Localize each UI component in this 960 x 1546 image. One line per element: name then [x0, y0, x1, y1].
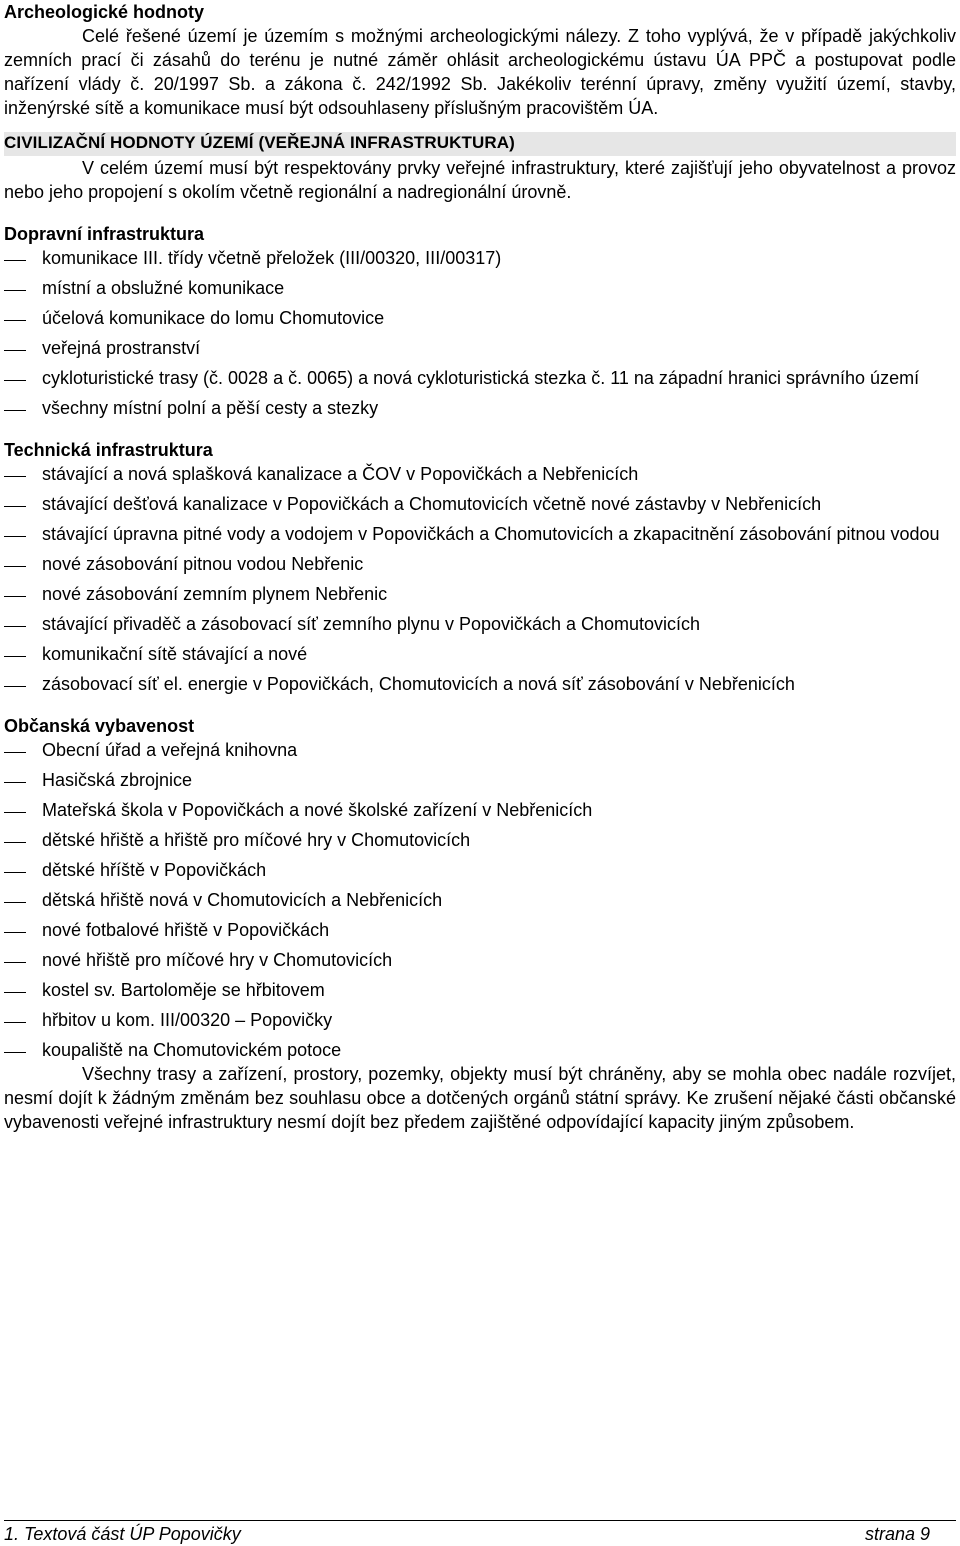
archeology-paragraph: Celé řešené území je územím s možnými archeologickými nálezy. Z toho vyplývá, že v případě jakýchkoliv zemních prací či zásahů do terénu je nutné záměr ohlásit archeologickému ústavu ÚA PPČ a postupovat podle nařízení vlády č. 20/1997 Sb. a zákona č. 242/1992 Sb. Jakékoliv terénní úpravy, změny využití území, stavby, inženýrské sítě a komunikace musí být odsouhlaseny příslušným pracovištěm ÚA.	[4, 26, 956, 118]
list-item: všechny místní polní a pěší cesty a stezky	[4, 396, 956, 420]
list-item: veřejná prostranství	[4, 336, 956, 360]
list-item: komunikační sítě stávající a nové	[4, 642, 956, 666]
civilization-paragraph: V celém území musí být respektovány prvky veřejné infrastruktury, které zajišťují jeho obyvatelnost a provoz nebo jeho propojení s okolím včetně regionální a nadregionální úrovně.	[4, 158, 956, 202]
civic-amenities-list	[4, 738, 956, 1062]
page-footer	[4, 1520, 956, 1546]
list-item: nové hřiště pro míčové hry v Chomutovicích	[4, 948, 956, 972]
list-item: komunikace III. třídy včetně přeložek (III/00320, III/00317)	[4, 246, 956, 270]
section-heading-archeology: Archeologické hodnoty	[4, 2, 205, 22]
list-item: Hasičská zbrojnice	[4, 768, 956, 792]
list-item: místní a obslužné komunikace	[4, 276, 956, 300]
transport-heading: Dopravní infrastruktura	[4, 224, 205, 244]
civilization-banner: CIVILIZAČNÍ HODNOTY ÚZEMÍ (VEŘEJNÁ INFRASTRUKTURA)	[4, 132, 956, 156]
list-item: nové fotbalové hřiště v Popovičkách	[4, 918, 956, 942]
list-item: koupaliště na Chomutovickém potoce	[4, 1038, 956, 1062]
list-item: stávající dešťová kanalizace v Popovičkách a Chomutovicích včetně nové zástavby v Nebřenicích	[4, 492, 956, 516]
list-item: stávající přivaděč a zásobovací síť zemního plynu v Popovičkách a Chomutovicích	[4, 612, 956, 636]
list-item: hřbitov u kom. III/00320 – Popovičky	[4, 1008, 956, 1032]
list-item: zásobovací síť el. energie v Popovičkách, Chomutovicích a nová síť zásobování v Nebřenicích	[4, 672, 956, 696]
list-item: cykloturistické trasy (č. 0028 a č. 0065) a nová cykloturistická stezka č. 11 na západní hranici správního území	[4, 366, 956, 390]
list-item: stávající a nová splašková kanalizace a ČOV v Popovičkách a Nebřenicích	[4, 462, 956, 486]
list-item: stávající úpravna pitné vody a vodojem v Popovičkách a Chomutovicích a zkapacitnění zásobování pitnou vodou	[4, 522, 956, 546]
document-page	[4, 0, 956, 1134]
closing-paragraph: Všechny trasy a zařízení, prostory, pozemky, objekty musí být chráněny, aby se mohla obec nadále rozvíjet, nesmí dojít k žádným změnám bez souhlasu obce a dotčených orgánů státní správy. Ke zrušení nějaké části občanské vybavenosti veřejné infrastruktury nesmí dojít bez předem zajištěné odpovídající kapacity jiným způsobem.	[4, 1064, 956, 1132]
list-item: účelová komunikace do lomu Chomutovice	[4, 306, 956, 330]
technical-heading: Technická infrastruktura	[4, 440, 213, 460]
technical-list	[4, 462, 956, 696]
list-item: dětské hřiště a hřiště pro míčové hry v Chomutovicích	[4, 828, 956, 852]
footer-document-title: 1. Textová část ÚP Popovičky	[4, 1524, 241, 1544]
list-item: dětská hřiště nová v Chomutovicích a Nebřenicích	[4, 888, 956, 912]
list-item: Mateřská škola v Popovičkách a nové školské zařízení v Nebřenicích	[4, 798, 956, 822]
transport-list	[4, 246, 956, 420]
list-item: kostel sv. Bartoloměje se hřbitovem	[4, 978, 956, 1002]
civic-amenities-heading: Občanská vybavenost	[4, 716, 195, 736]
list-item: nové zásobování zemním plynem Nebřenic	[4, 582, 956, 606]
list-item: dětské hříště v Popovičkách	[4, 858, 956, 882]
list-item: nové zásobování pitnou vodou Nebřenic	[4, 552, 956, 576]
list-item: Obecní úřad a veřejná knihovna	[4, 738, 956, 762]
footer-page-number: strana 9	[864, 1524, 930, 1544]
